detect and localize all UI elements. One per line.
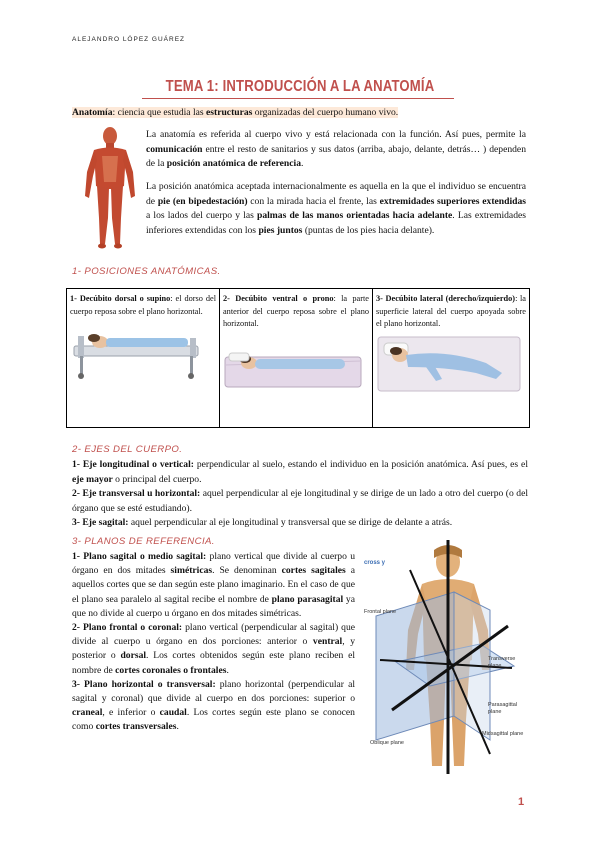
axes-text xyxy=(72,458,528,531)
plane-sagittal: 1- Plano sagital o medio sagital: plano vertical que divide al cuerpo u órgano en dos mitades simétricas. Se denominan cortes sagitales a aquellos cortes que se dan según este plano imaginario. En el caso de que el plano sea paralelo al sagital recibe el nombre de plano parasagital ya que no divide al cuerpo u órgano en dos mitades simétricas. xyxy=(72,551,355,619)
label-oblique-plane: Oblique plane xyxy=(370,740,404,746)
planes-text xyxy=(72,550,355,735)
plane-horizontal: 3- Plano horizontal o transversal: plano horizontal (perpendicular al sagital y coronal) que divide al cuerpo en dos porciones: superior o craneal, e inferior o caudal. Los cortes según este plano se conocen como cortes transversales. xyxy=(72,678,355,733)
position-cell-lateral: 3- Decúbito lateral (derecho/izquierdo): la superficie lateral del cuerpo apoyada sobre el plano horizontal. xyxy=(373,289,530,428)
muscle-anatomy-figure xyxy=(80,126,140,250)
title-underline xyxy=(142,98,454,99)
section-heading-planes: 3- PLANOS DE REFERENCIA. xyxy=(72,536,215,547)
label-midsagittal-plane: Midsagittal plane xyxy=(482,731,524,737)
plane-frontal: 2- Plano frontal o coronal: plano vertical (perpendicular al sagital) que divide al cuerpo u órgano en dos porciones: anterior o ventral, y posterior o dorsal. Los cortes obtenidos según este plano reciben el nombre de cortes coronales o frontales. xyxy=(72,622,355,676)
document-header: ALEJANDRO LÓPEZ GUÁREZ xyxy=(72,36,186,43)
lateral-position-illustration xyxy=(376,333,522,393)
supine-position-illustration xyxy=(70,324,204,380)
intro-definition xyxy=(72,106,532,121)
page-title: TEMA 1: INTRODUCCIÓN A LA ANATOMÍA xyxy=(165,78,435,95)
figure-tag: cross y xyxy=(364,560,386,566)
position-cell-prone: 2- Decúbito ventral o prono: la parte anterior del cuerpo reposa sobre el plano horizontal. xyxy=(220,289,373,428)
position-cell-supine: 1- Decúbito dorsal o supino: el dorso del cuerpo reposa sobre el plano horizontal. xyxy=(67,289,220,428)
paragraph-anatomical-position: La posición anatómica aceptada internacionalmente es aquella en la que el individuo se encuentra de pie (en bipedestación) con la mirada hacia el frente, las extremidades superiores extendidas a los lados del cuerpo y las palmas de las manos orientadas hacia adelante. Las extremidades inferiores extendidas con los pies juntos (puntas de los pies hacia delante). xyxy=(146,181,526,236)
intro-highlight: Anatomía: ciencia que estudia las estructuras organizadas del cuerpo humano vivo. xyxy=(72,107,399,118)
axis-transverse: 2- Eje transversal u horizontal: aquel perpendicular al eje longitudinal y se dirige de un lado a otro del cuerpo (o del órgano que se esté estudiando). xyxy=(72,488,528,514)
section-heading-axes: 2- EJES DEL CUERPO. xyxy=(72,444,183,455)
section-heading-positions: 1- POSICIONES ANATÓMICAS. xyxy=(72,266,221,277)
page-number: 1 xyxy=(518,796,525,808)
positions-table xyxy=(66,288,530,428)
label-parasagittal-plane: Parasagittal plane xyxy=(488,702,518,715)
axis-longitudinal: 1- Eje longitudinal o vertical: perpendicular al suelo, estando el individuo en la posición anatómica. Así pues, es el eje mayor o principal del cuerpo. xyxy=(72,459,528,485)
label-transverse-plane: Transverse plane xyxy=(488,656,516,669)
paragraph-anatomy-definition: La anatomía es referida al cuerpo vivo y está relacionada con la función. Así pues, permite la comunicación entre el resto de sanitarios y sus datos (arriba, abajo, delante, detrás… ) dependen de la posición anatómica de referencia. xyxy=(146,129,526,170)
prone-position-illustration xyxy=(223,337,363,393)
term-anatomia: Anatomía xyxy=(72,107,113,118)
label-frontal-plane: Frontal plane xyxy=(364,609,397,615)
axis-sagittal: 3- Eje sagital: aquel perpendicular al eje longitudinal y transversal que se dirige de delante a atrás. xyxy=(72,517,453,529)
